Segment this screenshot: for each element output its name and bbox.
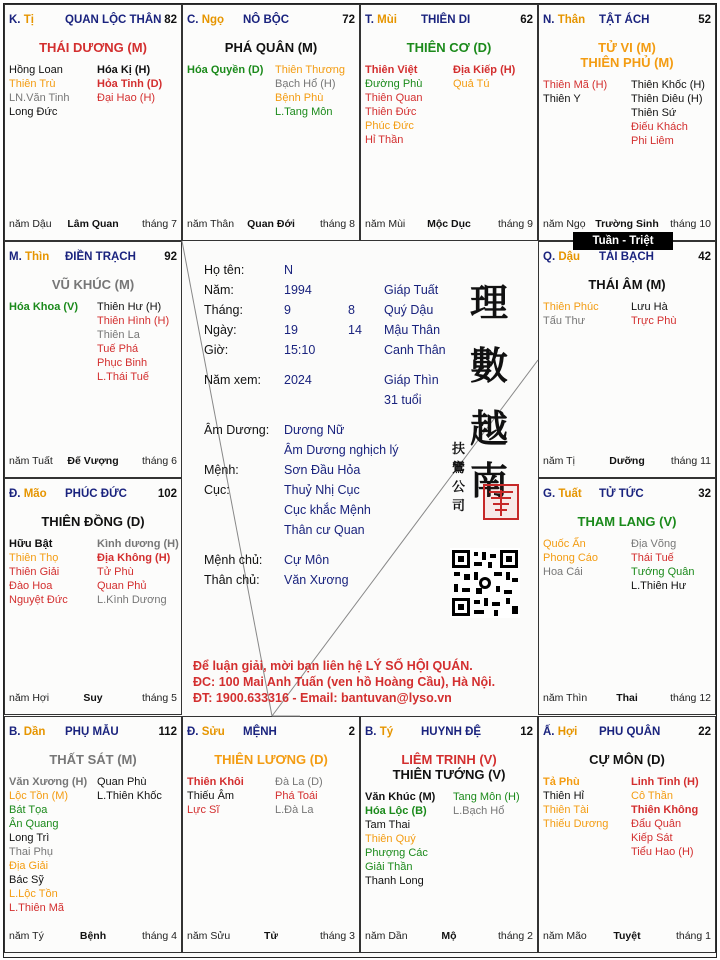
gio-label: Giờ:	[204, 343, 229, 357]
palace-number: 82	[164, 14, 177, 26]
star-item: Linh Tinh (H)	[631, 776, 699, 788]
palace-branch: Ấ. Hợi	[543, 726, 578, 738]
star-item: Đường Phù	[365, 78, 423, 90]
cuc-value: Thuỷ Nhị Cục	[284, 483, 360, 497]
star-item: Thiên Không	[631, 804, 699, 816]
year-label: năm Tị	[543, 455, 575, 467]
palace-number: 62	[520, 14, 533, 26]
star-item: Thiên Thọ	[9, 552, 59, 564]
nam-xem-label: Năm xem:	[204, 373, 261, 387]
star-item: Thái Tuế	[631, 552, 674, 564]
year-label: năm Mão	[543, 930, 587, 942]
star-item: Nguyệt Đức	[9, 594, 68, 606]
menh-value: Sơn Đầu Hỏa	[284, 463, 361, 477]
star-item: Tử Phù	[97, 566, 134, 578]
star-item: L.Tang Môn	[275, 106, 333, 118]
year-label: năm Tý	[9, 930, 44, 942]
month-label: tháng 7	[141, 218, 177, 230]
month-label: tháng 11	[670, 455, 711, 467]
palace-branch: N. Thân	[543, 14, 586, 26]
month-label: tháng 9	[497, 218, 533, 230]
star-item: Hồng Loan	[9, 64, 63, 76]
palace-branch: Đ. Sửu	[187, 726, 225, 738]
star-item: Tang Môn (H)	[453, 791, 520, 803]
star-item: Bát Tọa	[9, 804, 48, 816]
month-label: tháng 5	[141, 692, 177, 704]
star-item: Phục Binh	[97, 357, 148, 369]
palace-number: 42	[698, 251, 711, 263]
star-item: Thiên Giải	[9, 566, 60, 578]
month-label: tháng 4	[141, 930, 177, 942]
main-star: THIÊN TƯỚNG (V)	[392, 767, 506, 782]
am-duong-value: Dương Nữ	[284, 423, 345, 437]
star-item: Đào Hoa	[9, 580, 53, 592]
life-stage: Dưỡng	[609, 455, 645, 467]
tuoi-value: 31 tuổi	[384, 393, 422, 407]
main-star: THÁI ÂM (M)	[588, 277, 666, 292]
star-item: Thiên Diêu (H)	[631, 93, 703, 105]
star-item: Hoa Cái	[543, 566, 583, 578]
star-item: Hóa Khoa (V)	[9, 301, 79, 313]
ho-ten-value: N	[284, 263, 294, 277]
thang-can: Quý Dậu	[384, 303, 434, 317]
star-item: Tuế Phá	[97, 343, 139, 355]
than-chu-value: Văn Xương	[284, 573, 349, 587]
palace-name: MỆNH	[243, 726, 277, 738]
palace-name: HUYNH ĐỆ	[421, 726, 482, 738]
star-item: Thiên Mã (H)	[543, 79, 608, 91]
am-duong-note: Âm Dương nghịch lý	[284, 443, 399, 457]
calligraphy-char-3: 越	[470, 406, 509, 451]
contact-line-1: Để luận giải, mời bạn liên hệ LÝ SỐ HỘI QUÁN.	[193, 659, 473, 673]
year-label: năm Ngọ	[543, 218, 586, 230]
star-item: Thai Phụ	[9, 846, 54, 858]
gio-value: 15:10	[284, 343, 316, 357]
palace-number: 32	[698, 488, 711, 500]
year-label: năm Tuất	[9, 455, 53, 467]
nam-value: 1994	[284, 283, 312, 297]
star-item: Thiên Quan	[365, 92, 423, 104]
star-item: Hỉ Thần	[365, 134, 404, 146]
year-label: năm Hợi	[9, 692, 50, 704]
star-item: Hữu Bật	[9, 538, 53, 550]
am-duong-label: Âm Dương:	[204, 423, 270, 437]
gio-can: Canh Thân	[384, 343, 446, 357]
star-item: Thiên Khốc (H)	[631, 79, 705, 91]
palace-number: 22	[698, 726, 711, 738]
nam-xem-can: Giáp Thìn	[384, 373, 439, 387]
calligraphy-char-1: 理	[470, 280, 509, 325]
star-item: Hóa Kị (H)	[97, 64, 151, 76]
ngay-label: Ngày:	[204, 323, 237, 337]
palace-branch: Q. Dậu	[543, 251, 581, 263]
star-item: Lưu Hà	[631, 301, 668, 313]
cuc-label: Cục:	[204, 483, 230, 497]
life-stage: Mộc Dục	[427, 218, 471, 230]
month-label: tháng 8	[319, 218, 355, 230]
star-item: Thiên Khôi	[187, 776, 244, 788]
palace-name: NÔ BỘC	[243, 14, 289, 26]
palace-branch: G. Tuất	[543, 488, 582, 500]
month-label: tháng 1	[675, 930, 711, 942]
star-item: Thiên Y	[543, 93, 581, 105]
star-item: Địa Giải	[9, 860, 49, 872]
star-item: Hỏa Tinh (D)	[97, 78, 163, 90]
main-star: LIÊM TRINH (V)	[401, 752, 497, 767]
palace-branch: B. Tý	[365, 726, 394, 738]
star-item: Thiên Sứ	[631, 107, 677, 119]
menh-chu-value: Cự Môn	[284, 553, 330, 567]
month-label: tháng 12	[670, 692, 711, 704]
thang-am: 8	[348, 303, 355, 317]
palace-number: 102	[157, 488, 177, 500]
thang-label: Tháng:	[204, 303, 243, 317]
life-stage: Lâm Quan	[67, 218, 119, 230]
life-stage: Suy	[83, 692, 103, 704]
calligraphy-char-2: 數	[470, 343, 509, 388]
star-item: Lực Sĩ	[187, 804, 220, 816]
life-stage: Thai	[616, 692, 638, 704]
contact-line-2: ĐC: 100 Mai Anh Tuấn (ven hồ Hoàng Cầu), Hà Nội.	[193, 675, 496, 689]
star-item: Đà La (D)	[275, 776, 323, 788]
palace-name: TỬ TỨC	[599, 488, 644, 500]
palace-number: 112	[158, 726, 177, 738]
star-item: L.Lộc Tồn	[9, 888, 58, 900]
star-item: Quả Tú	[453, 78, 490, 90]
star-item: Kình dương (H)	[97, 538, 179, 550]
main-star: THAM LANG (V)	[577, 514, 677, 529]
star-item: Lộc Tồn (M)	[9, 790, 69, 802]
menh-chu-label: Mệnh chủ:	[204, 553, 263, 567]
palace-name: QUAN LỘC THÂN	[65, 14, 162, 26]
star-item: Phong Cáo	[543, 552, 599, 564]
life-stage: Đế Vượng	[67, 455, 119, 467]
cuc-note-1: Cục khắc Mệnh	[284, 503, 371, 517]
star-item: Thiên Hình (H)	[97, 315, 170, 327]
star-item: Hóa Lộc (B)	[365, 805, 427, 817]
month-label: tháng 2	[497, 930, 533, 942]
nam-can: Giáp Tuất	[384, 283, 439, 297]
palace-branch: Đ. Mão	[9, 488, 47, 500]
star-item: Kiếp Sát	[631, 832, 673, 844]
menh-label: Mệnh:	[204, 463, 239, 477]
star-item: Long Trì	[9, 832, 50, 844]
palace-number: 52	[698, 14, 711, 26]
star-item: Địa Võng	[631, 538, 677, 550]
star-item: Đẩu Quân	[631, 818, 682, 830]
star-item: Giải Thần	[365, 861, 413, 873]
main-star: TỬ VI (M)	[598, 40, 656, 55]
star-item: Điếu Khách	[631, 121, 688, 133]
life-stage: Tuyệt	[613, 930, 641, 942]
ngay-am: 14	[348, 323, 362, 337]
star-item: Đại Hao (H)	[97, 92, 156, 104]
palace-branch: K. Tị	[9, 14, 34, 26]
year-label: năm Dần	[365, 930, 408, 942]
main-star: VŨ KHÚC (M)	[51, 277, 135, 292]
life-stage: Quan Đới	[247, 218, 295, 230]
ngay-can: Mậu Thân	[384, 323, 441, 337]
star-item: Thiên Tài	[543, 804, 589, 816]
main-star: THIÊN ĐỒNG (D)	[41, 514, 145, 529]
star-item: Bệnh Phù	[275, 92, 324, 104]
palace-name: TẬT ÁCH	[599, 14, 650, 26]
palace-name: TÀI BẠCH	[599, 251, 654, 263]
ho-ten-label: Họ tên:	[204, 263, 245, 277]
thang-value: 9	[284, 303, 291, 317]
calligraphy-char-4: 南	[470, 458, 509, 503]
star-item: Thiên Đức	[365, 106, 417, 118]
star-item: Thiếu Âm	[187, 790, 235, 802]
star-item: L.Thiên Khốc	[97, 790, 162, 802]
star-item: Địa Kiếp (H)	[453, 64, 516, 76]
main-star: THIÊN LƯƠNG (D)	[214, 752, 328, 767]
star-item: Thanh Long	[365, 875, 424, 887]
life-stage: Tử	[263, 930, 279, 942]
year-label: năm Mùi	[365, 218, 406, 230]
cuc-note-2: Thân cư Quan	[284, 523, 365, 537]
star-item: Phúc Đức	[365, 120, 414, 132]
main-star: THẤT SÁT (M)	[49, 752, 137, 767]
star-item: Quan Phủ	[97, 580, 147, 592]
ngay-value: 19	[284, 323, 298, 337]
red-seal-icon	[483, 484, 519, 520]
star-item: Thiên Hỉ	[543, 790, 584, 802]
palace-number: 72	[342, 14, 355, 26]
star-item: Văn Xương (H)	[9, 776, 88, 788]
main-star: CỰ MÔN (D)	[589, 752, 665, 767]
than-chu-label: Thân chủ:	[204, 573, 260, 587]
year-label: năm Thìn	[543, 692, 588, 704]
star-item: Thiên Trù	[9, 78, 56, 90]
star-item: Quốc Ấn	[543, 538, 586, 550]
star-item: Thiếu Dương	[543, 818, 609, 830]
palace-branch: B. Dần	[9, 726, 46, 738]
palace-number: 92	[164, 251, 177, 263]
small-seal-text: 扶鸞公司	[452, 442, 466, 514]
star-item: Trực Phù	[631, 315, 677, 327]
star-item: Bạch Hổ (H)	[275, 78, 336, 90]
star-item: Thiên Quý	[365, 833, 416, 845]
qr-code-icon	[450, 548, 520, 618]
star-item: Phi Liêm	[631, 135, 674, 147]
month-label: tháng 10	[670, 218, 711, 230]
star-item: L.Đà La	[275, 804, 314, 816]
palace-name: PHU QUÂN	[599, 726, 661, 738]
main-star: PHÁ QUÂN (M)	[224, 40, 318, 55]
star-item: Phá Toái	[275, 790, 318, 802]
star-item: LN.Văn Tinh	[9, 92, 70, 104]
main-star: THIÊN CƠ (D)	[406, 40, 492, 55]
palace-number: 12	[520, 726, 533, 738]
star-item: Cô Thần	[631, 790, 673, 802]
life-stage: Bệnh	[79, 930, 107, 942]
star-item: L.Thiên Hư	[631, 580, 687, 592]
palace-name: PHỤ MẪU	[65, 726, 119, 738]
star-item: Thiên Phúc	[543, 301, 599, 313]
palace-name: THIÊN DI	[421, 14, 471, 26]
star-item: Thiên Việt	[365, 64, 418, 76]
year-label: năm Thân	[187, 218, 235, 230]
star-item: Tam Thai	[365, 819, 411, 831]
star-item: L.Kình Dương	[97, 594, 167, 606]
star-item: Thiên Thương	[275, 64, 346, 76]
star-item: Tấu Thư	[543, 315, 586, 327]
star-item: Tướng Quân	[631, 566, 695, 578]
nam-label: Năm:	[204, 283, 234, 297]
year-label: năm Sửu	[187, 930, 231, 942]
main-star: THIÊN PHỦ (M)	[580, 55, 674, 70]
palace-name: ĐIỀN TRẠCH	[65, 251, 136, 263]
palace-name: PHÚC ĐỨC	[65, 488, 127, 500]
star-item: Bác Sỹ	[9, 874, 44, 886]
star-item: L.Bạch Hổ	[453, 805, 505, 817]
life-stage: Mộ	[441, 930, 457, 942]
palace-branch: T. Mùi	[365, 14, 397, 26]
month-label: tháng 3	[319, 930, 355, 942]
year-label: năm Dậu	[9, 218, 52, 230]
palace-branch: M. Thìn	[9, 251, 50, 263]
star-item: Thiên La	[97, 329, 140, 341]
month-label: tháng 6	[141, 455, 177, 467]
star-item: Thiên Hư (H)	[97, 301, 162, 313]
life-stage: Trường Sinh	[595, 218, 659, 230]
star-item: Ân Quang	[9, 818, 59, 830]
tuan-triet-badge: Tuần - Triệt	[573, 232, 673, 250]
star-item: Địa Không (H)	[97, 552, 171, 564]
main-star: THÁI DƯƠNG (M)	[39, 40, 147, 55]
star-item: Tiểu Hao (H)	[631, 846, 694, 858]
star-item: Long Đức	[9, 106, 58, 118]
star-item: L.Thái Tuế	[97, 371, 149, 383]
nam-xem-value: 2024	[284, 373, 312, 387]
star-item: Văn Khúc (M)	[365, 791, 436, 803]
star-item: L.Thiên Mã	[9, 902, 65, 914]
contact-line-3[interactable]: ĐT: 1900.633316 - Email: bantuvan@lyso.vn	[193, 691, 452, 705]
palace-number: 2	[348, 726, 355, 738]
star-item: Tả Phù	[543, 776, 580, 788]
star-item: Quan Phù	[97, 776, 147, 788]
star-item: Phượng Các	[365, 847, 428, 859]
palace-branch: C. Ngọ	[187, 14, 225, 26]
star-item: Hóa Quyền (D)	[187, 64, 264, 76]
